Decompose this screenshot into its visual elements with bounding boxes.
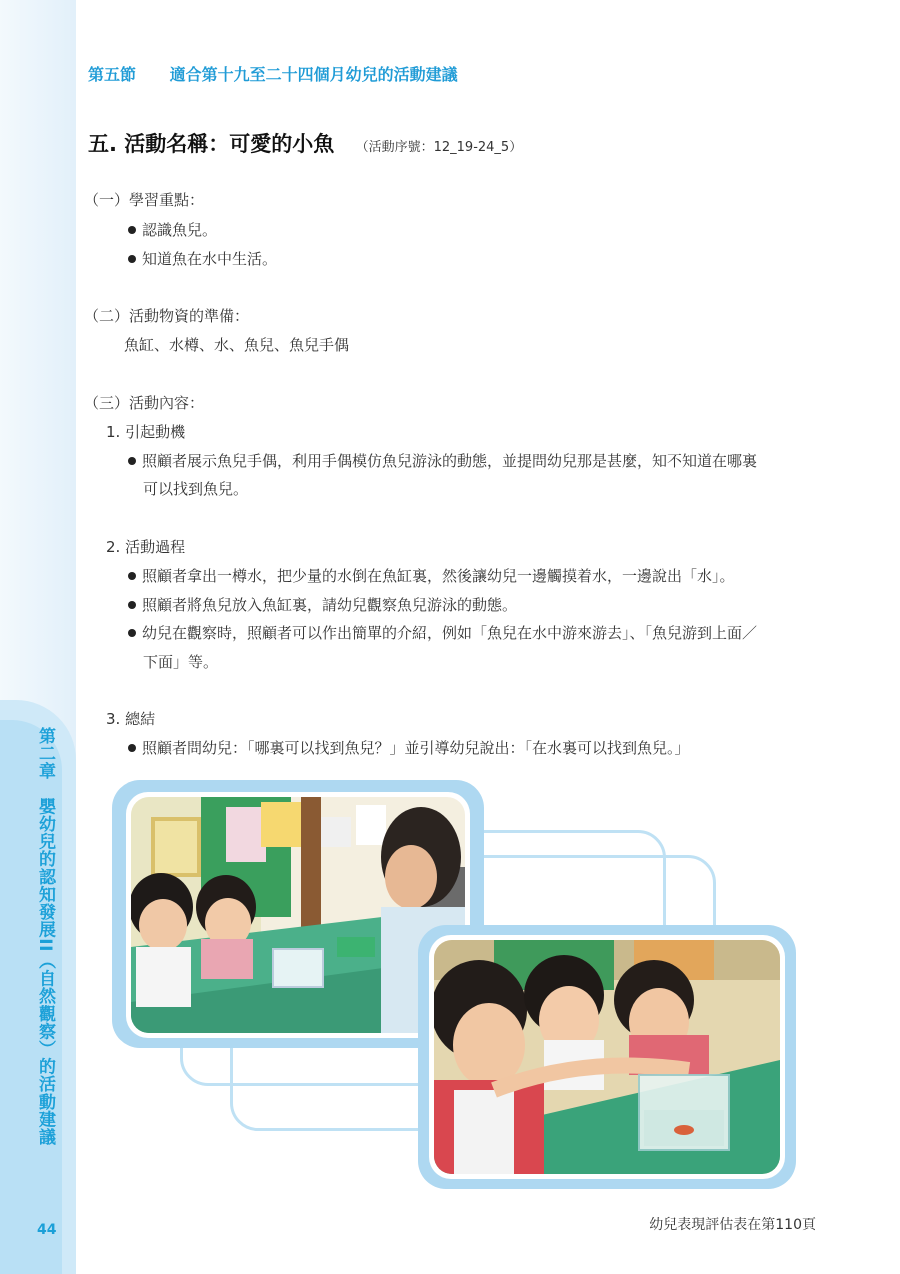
- bullet-icon: [128, 457, 136, 465]
- list-item: 幼兒在觀察時，照顧者可以作出簡單的介紹，例如「魚兒在水中游來游去」、「魚兒游到上面／: [128, 622, 757, 643]
- classroom-photo-2: [434, 940, 780, 1174]
- photo-children-with-fish-tank: [131, 797, 465, 1033]
- list-item: 認識魚兒。: [128, 219, 217, 240]
- materials-list: 魚缸、水樽、水、魚兒、魚兒手偶: [124, 336, 350, 354]
- activity-title: [88, 128, 522, 158]
- bullet-icon: [128, 744, 136, 752]
- list-item: 知道魚在水中生活。: [128, 248, 277, 269]
- bullet-icon: [128, 255, 136, 263]
- list-item-continuation: 下面」等。: [143, 653, 219, 671]
- list-item: 照顧者將魚兒放入魚缸裏，請幼兒觀察魚兒游泳的動態。: [128, 594, 517, 615]
- step-label: 2. 活動過程: [106, 538, 186, 556]
- page-number: 44: [37, 1222, 57, 1238]
- section-header: [88, 62, 458, 85]
- activity-serial: （活動序號：12_19-24_5）: [355, 140, 523, 155]
- list-item: 照顧者展示魚兒手偶，利用手偶模仿魚兒游泳的動態，並提問幼兒那是甚麼，知不知道在哪裏: [128, 450, 757, 471]
- section-title: 適合第十九至二十四個月幼兒的活動建議: [169, 65, 458, 84]
- chapter-title: 第二章 嬰幼兒的認知發展II（自然觀察）的活動建議: [35, 727, 55, 1146]
- step-label: 3. 總結: [106, 710, 156, 728]
- section-number: 第五節: [88, 65, 137, 84]
- bullet-icon: [128, 629, 136, 637]
- bullet-icon: [128, 601, 136, 609]
- list-item: 照顧者拿出一樽水，把少量的水倒在魚缸裏，然後讓幼兒一邊觸摸着水，一邊說出「水」。: [128, 565, 735, 586]
- step-label: 1. 引起動機: [106, 423, 186, 441]
- content-heading: （三）活動內容：: [84, 394, 205, 412]
- classroom-photo-1: [131, 797, 465, 1033]
- assessment-reference-note: 幼兒表現評估表在第110頁: [649, 1217, 816, 1233]
- photo-children-touching-water: [434, 940, 780, 1174]
- bullet-icon: [128, 572, 136, 580]
- activity-name: 五. 活動名稱：可愛的小魚: [88, 132, 335, 156]
- bullet-icon: [128, 226, 136, 234]
- list-item-continuation: 可以找到魚兒。: [143, 480, 249, 498]
- materials-heading: （二）活動物資的準備：: [84, 307, 250, 325]
- learning-focus-heading: （一）學習重點：: [84, 191, 205, 209]
- list-item: 照顧者問幼兒：「哪裏可以找到魚兒？」並引導幼兒說出：「在水裏可以找到魚兒。」: [128, 737, 690, 758]
